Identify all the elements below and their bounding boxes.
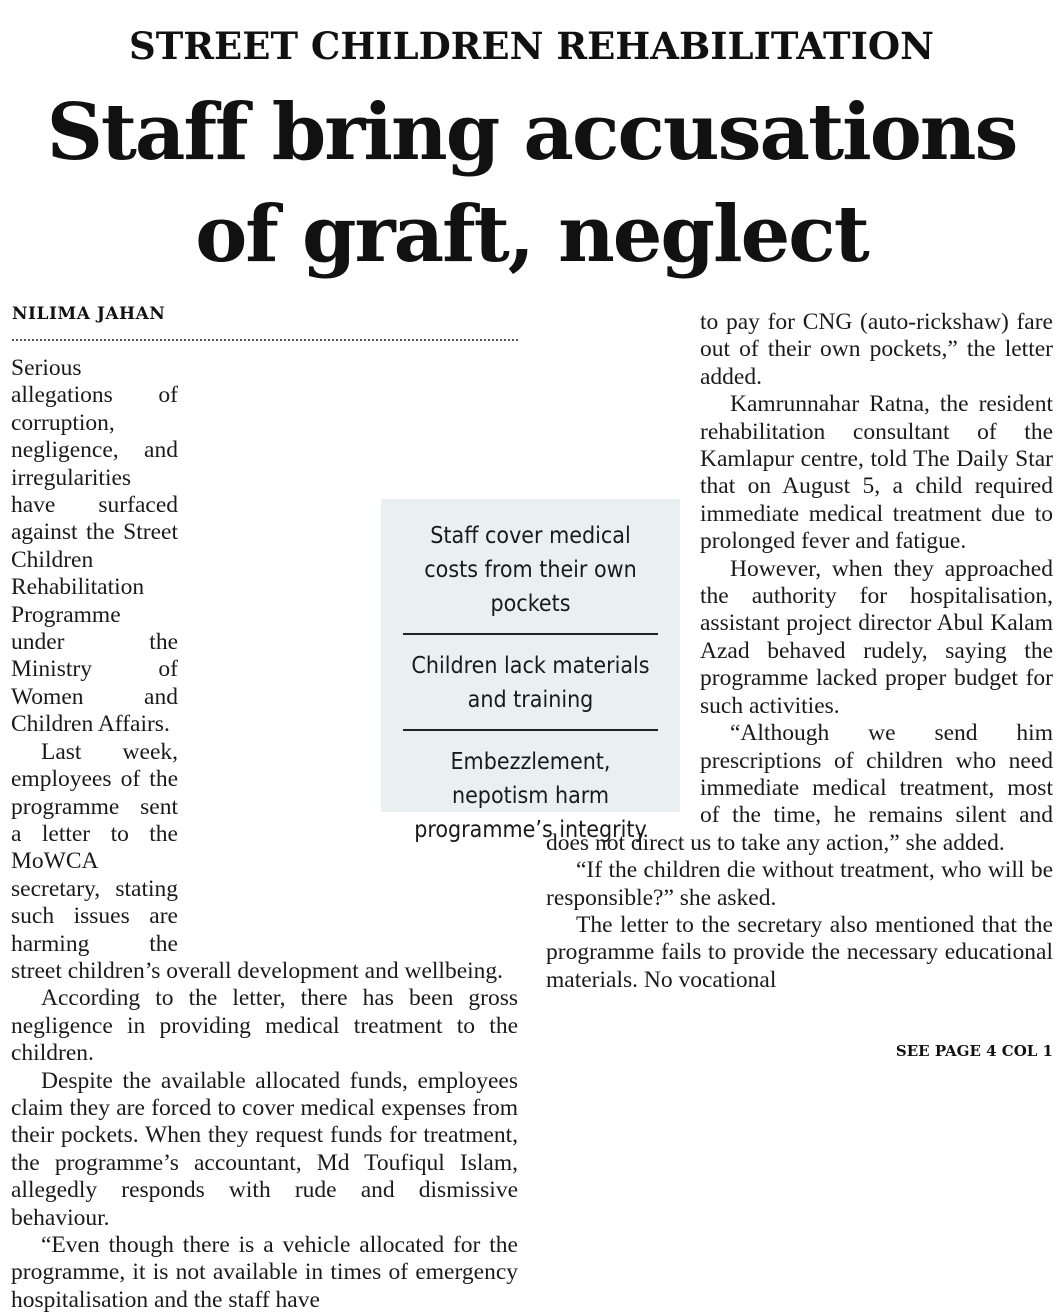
paragraph: Last week, employees of the programme sent a letter to the MoWCA secretary, stating such issues are harming the street children’s overall development and wellbeing. xyxy=(11,738,504,984)
headline-line-2: of graft, neglect xyxy=(195,189,868,280)
pullquote-divider xyxy=(403,633,658,635)
byline-divider xyxy=(12,339,518,341)
paragraph: Kamrunnahar Ratna, the resident rehabilitation consultant of the Kamlapur centre, told The Daily Star that on August 5, a child required immediate medical treatment due to prolonged fever and fatigue. xyxy=(700,391,1053,555)
byline: NILIMA JAHAN xyxy=(12,304,166,324)
headline xyxy=(0,82,1063,286)
paragraph: However, when they approached the authority for hospitalisation, assistant project director Abul Kalam Azad behaved rudely, saying the programme lacked proper budget for such activities. xyxy=(700,555,1053,719)
pullquote-box xyxy=(381,499,680,843)
section-kicker: STREET CHILDREN REHABILITATION xyxy=(129,24,934,68)
pullquote-item: Embezzlement, nepotism harm programme’s integrity xyxy=(414,749,647,843)
paragraph: to pay for CNG (auto-rickshaw) fare out of their own pockets,” the letter added. xyxy=(700,309,1053,390)
paragraph: “Although we send him prescriptions of children who need immediate medical treatment, most of the time, he remains silent and does not direct us to take any action,” she added. xyxy=(546,720,1053,856)
pullquote-item: Staff cover medical costs from their own pockets xyxy=(424,523,637,617)
jump-line[interactable]: SEE PAGE 4 COL 1 xyxy=(895,1042,1053,1060)
paragraph: Despite the available allocated funds, employees claim they are forced to cover medical expenses from their pockets. When they request funds for treatment, the programme’s accountant, Md Toufiqul Islam, allegedly responds with rude and dismissive behaviour. xyxy=(11,1067,518,1231)
pullquote-divider xyxy=(403,729,658,731)
paragraph: “If the children die without treatment, who will be responsible?” she asked. xyxy=(546,857,1053,911)
paragraph: Serious allegations of corruption, negligence, and irregularities have surfaced against the Street Children Rehabilitation Programme under the Ministry of Women and Children Affairs. xyxy=(11,355,178,738)
paragraph: “Even though there is a vehicle allocated for the programme, it is not available in times of emergency hospitalisation and the staff have xyxy=(11,1232,518,1313)
headline-line-1: Staff bring accusations xyxy=(46,87,1017,178)
pullquote-item: Children lack materials and training xyxy=(411,653,650,713)
paragraph: The letter to the secretary also mentioned that the programme fails to provide the necessary educational materials. No vocational xyxy=(546,911,1053,993)
paragraph: According to the letter, there has been gross negligence in providing medical treatment to the children. xyxy=(11,985,518,1067)
